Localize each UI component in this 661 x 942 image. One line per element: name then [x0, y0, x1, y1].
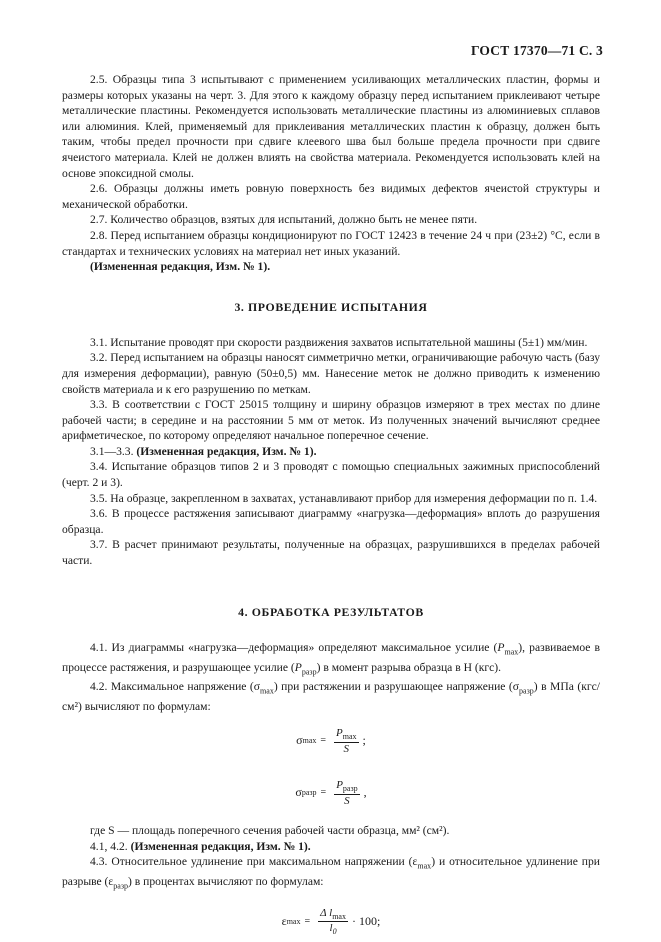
sub-max: max: [332, 912, 346, 922]
fraction: [334, 779, 359, 806]
amendment-note-4: [62, 839, 600, 855]
p41-text-a: 4.1. Из диаграммы «нагрузка—деформация» определяют максимальное усилие (: [90, 640, 498, 654]
paragraph-3-6: 3.6. В процессе растяжения записывают диаграмму «нагрузка—деформация» вплоть до разрушения образца.: [62, 507, 600, 536]
paragraph-4-3: [62, 854, 600, 894]
numerator: [318, 907, 348, 922]
paragraph-2-6: 2.6. Образцы должны иметь ровную поверхность без видимых дефектов ячеистой структуры и механической обработки.: [62, 182, 600, 211]
amendment-ref: 4.1, 4.2.: [90, 839, 128, 853]
symbol-sigma: σ: [296, 733, 303, 748]
sub-razr: разр: [519, 686, 534, 696]
sub-max: max: [260, 686, 274, 696]
sub-max: max: [417, 861, 432, 871]
sub-razr: разр: [301, 788, 317, 798]
denominator: S: [343, 742, 350, 755]
numerator: [334, 727, 359, 742]
symbol-sigma: σ: [295, 785, 302, 800]
sub-max: max: [286, 917, 301, 927]
section-3-title: 3. ПРОВЕДЕНИЕ ИСПЫТАНИЯ: [234, 299, 428, 314]
sub-zero: 0: [332, 927, 337, 937]
paragraph-4-1: [62, 640, 600, 680]
paragraph-3-4: 3.4. Испытание образцов типов 2 и 3 проводят с помощью специальных зажимных приспособлений (черт. 2 и 3).: [62, 460, 600, 490]
equals-sign: =: [304, 916, 311, 928]
fraction: [334, 727, 359, 754]
symbol-p: P: [336, 779, 343, 792]
paragraph-3-7: 3.7. В расчет принимают результаты, полученные на образцах, разрушившихся в пределах рабочей части.: [62, 538, 600, 568]
sub-razr: разр: [342, 784, 358, 794]
document-body: [62, 72, 600, 942]
fraction: [318, 907, 348, 936]
formula-sigma-max: [62, 721, 600, 761]
amendment-note: (Измененная редакция, Изм. № 1).: [90, 260, 271, 274]
p41-text-b: ), развиваемое в процессе растяжения, и разрушающее усилие (: [62, 640, 601, 674]
p43-text-b: ) и относительное удлинение при разрыве (ε: [62, 855, 600, 889]
section-4-title: 4. ОБРАБОТКА РЕЗУЛЬТАТОВ: [238, 604, 424, 619]
semicolon: ;: [362, 733, 366, 748]
symbol-p: P: [336, 727, 343, 740]
sub-razr: разр: [301, 666, 317, 676]
symbol-p: P: [294, 660, 302, 674]
equals-sign: =: [320, 787, 327, 799]
symbol-p: P: [497, 640, 505, 654]
comma: ,: [363, 785, 367, 800]
delta-l: Δ l: [320, 907, 333, 920]
p42-text-b: ) при растяжении и разрушающее напряжение (σ: [273, 680, 520, 694]
equals-sign: =: [320, 735, 327, 747]
paragraph-3-3: 3.3. В соответствии с ГОСТ 25015 толщину и ширину образцов измеряют в трех местах по длине рабочей части; в середине и на расстоянии 5 мм от меток. Из полученных значений вычисляют среднее арифметическое, по которому определяют начальное поперечное сечение.: [62, 398, 600, 443]
times-100: · 100;: [351, 914, 381, 929]
p43-text-a: 4.3. Относительное удлинение при максимальном напряжении (ε: [90, 855, 418, 869]
denominator: [330, 922, 337, 936]
paragraph-3-2: 3.2. Перед испытанием на образцы наносят симметрично метки, ограничивающие рабочую часть (базу для измерения деформации), равную (50±0,5) мм. Нанесение меток не должно приводить к изменению свойств материала и к его разрушению по меткам.: [62, 351, 600, 396]
sub-max: max: [302, 736, 317, 746]
numerator: [334, 779, 359, 794]
p42-text-a: 4.2. Максимальное напряжение (σ: [90, 680, 261, 694]
formula-sigma-razr: [62, 773, 600, 813]
symbol-epsilon: ε: [281, 914, 287, 929]
p42-text-c: ) в МПа (кгс/см²) вычисляют по формулам:: [62, 680, 600, 714]
paragraph-2-8: 2.8. Перед испытанием образцы кондиционируют по ГОСТ 12423 в течение 24 ч при (23±2) °С, если в стандартах и технических условиях на материал нет иных указаний.: [62, 228, 600, 258]
amendment-text: (Измененная редакция, Изм. № 1).: [130, 839, 311, 853]
amendment-text: (Измененная редакция, Изм. № 1).: [136, 444, 317, 458]
p41-text-c: ) в момент разрыва образца в Н (кгс).: [316, 660, 502, 674]
paragraph-4-2: [62, 679, 600, 715]
p43-text-c: ) в процентах вычисляют по формулам:: [128, 875, 324, 889]
amendment-ref: 3.1—3.3.: [90, 444, 134, 458]
page-header: ГОСТ 17370—71 С. 3: [470, 43, 603, 58]
symbol-l: l: [329, 922, 333, 935]
amendment-note-3: [62, 444, 600, 460]
paragraph-3-1: 3.1. Испытание проводят при скорости раздвижения захватов испытательной машины (5±1) мм/мин.: [90, 335, 588, 349]
denominator: S: [344, 794, 350, 807]
where-clause: где S — площадь поперечного сечения рабочей части образца, мм² (см²).: [90, 823, 450, 837]
paragraph-2-7: 2.7. Количество образцов, взятых для испытаний, должно быть не менее пяти.: [90, 213, 478, 227]
sub-max: max: [342, 732, 357, 742]
paragraph-2-5: 2.5. Образцы типа 3 испытывают с применением усиливающих металлических пластин, формы и размеры которых указаны на черт. 3. Для этого к каждому образцу перед испытанием приклеивают четыре металлические пластины. Рекомендуется использовать металлические пластины из алюминиевых сплавов или алюминия. Клей, применяемый для приклеивания металлических пластин к образцу, должен быть таким, чтобы предел прочности при сдвиге клеевого шва был больше предела прочности при сдвиге ячеистого материала. Клей не должен влиять на свойства материала. Рекомендуется использовать клей на основе эпоксидной смолы.: [62, 73, 600, 180]
paragraph-3-5: 3.5. На образце, закрепленном в захватах, устанавливают прибор для измерения деформации по п. 1.4.: [90, 491, 598, 505]
sub-max: max: [504, 646, 519, 656]
sub-razr: разр: [113, 881, 129, 891]
